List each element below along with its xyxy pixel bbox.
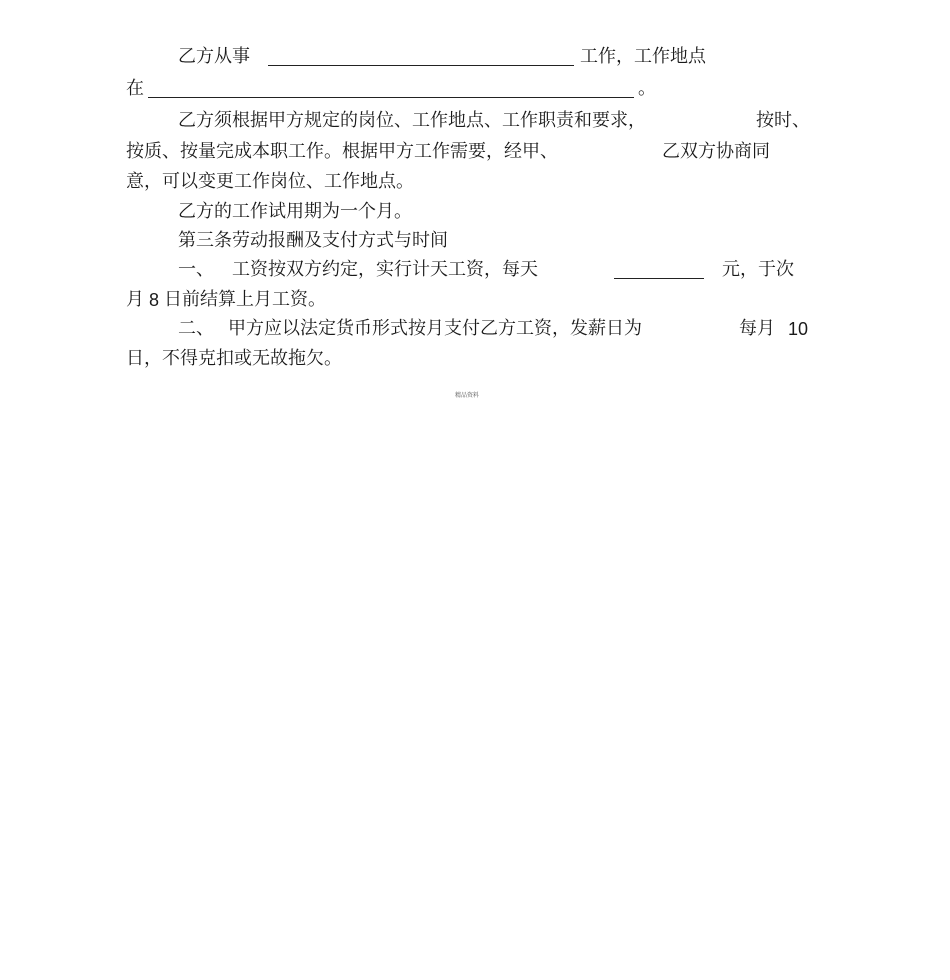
clause-1-unit: 元，于次	[722, 259, 794, 280]
clause-2-text: 甲方应以法定货币形式按月支付乙方工资，发薪日为	[228, 318, 642, 339]
clause-1-number: 一、	[178, 259, 214, 280]
payday-monthly: 每月	[739, 318, 775, 339]
clause-1-cont-a: 月	[126, 289, 144, 310]
daily-wage-blank	[614, 278, 704, 279]
duty-text-3: 意，可以变更工作岗位、工作地点。	[126, 171, 414, 192]
occupation-blank	[268, 65, 574, 66]
clause-2-number: 二、	[178, 318, 214, 339]
payday-number: 10	[788, 319, 809, 339]
clause-2-cont: 日，不得克扣或无故拖欠。	[126, 348, 342, 369]
location-period: 。	[638, 78, 656, 99]
duty-text-2: 按质、按量完成本职工作。根据甲方工作需要，经甲、	[126, 141, 558, 162]
page-footer: 精品资料	[455, 392, 480, 399]
settlement-day: 8	[149, 290, 160, 310]
location-blank	[148, 97, 634, 98]
work-location-label: 工作，工作地点	[580, 46, 706, 67]
clause-1-text: 工资按双方约定，实行计天工资，每天	[232, 259, 538, 280]
duty-text-2b: 乙双方协商同	[662, 141, 770, 162]
occupation-label: 乙方从事	[178, 46, 250, 67]
article-3-heading: 第三条劳动报酬及支付方式与时间	[178, 230, 448, 251]
clause-1-cont-b: 日前结算上月工资。	[164, 289, 326, 310]
location-prefix: 在	[126, 78, 144, 99]
probation-text: 乙方的工作试用期为一个月。	[178, 201, 412, 222]
duty-text-1b: 按时、	[756, 110, 810, 131]
duty-text-1: 乙方须根据甲方规定的岗位、工作地点、工作职责和要求，	[178, 110, 646, 131]
